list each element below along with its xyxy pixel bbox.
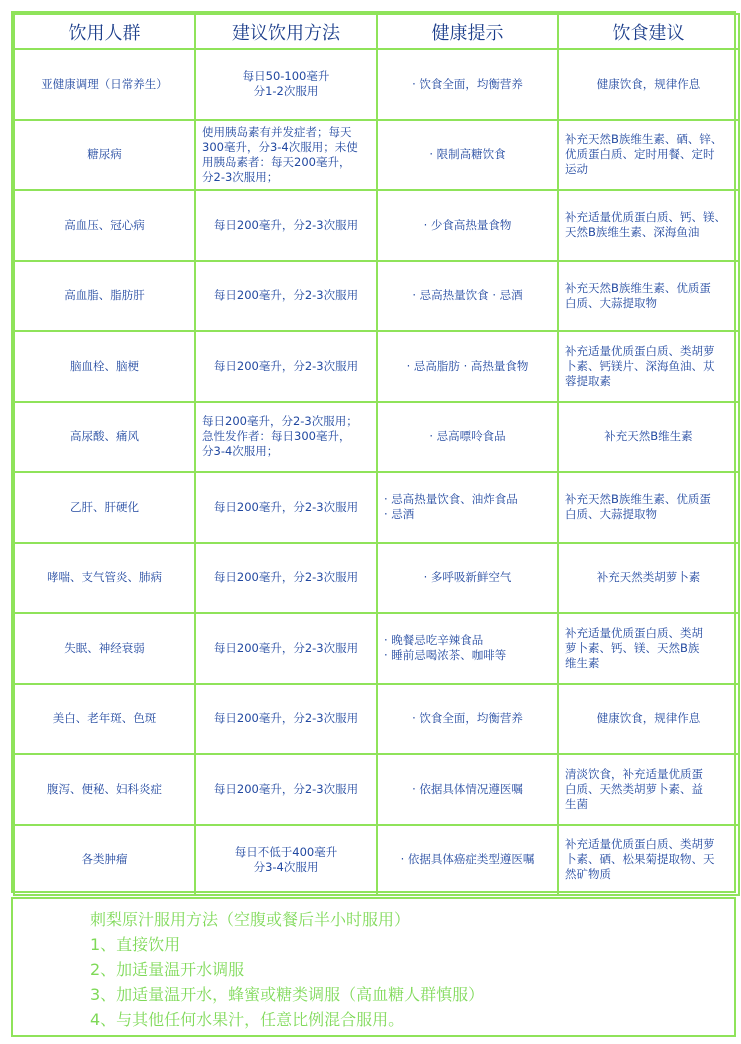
- cell-tip: [377, 472, 558, 543]
- cell-method-line: 每日200毫升，分2-3次服用: [213, 570, 359, 585]
- cell-diet-line: 补充适量优质蛋白质、类胡萝: [565, 837, 715, 852]
- cell-tip-line: · 少食高热量食物: [423, 217, 512, 232]
- cell-tip: [377, 190, 558, 261]
- cell-method: [195, 684, 377, 755]
- cell-diet-line: 维生素: [565, 655, 600, 670]
- cell-method-line: 每日200毫升，分2-3次服用；: [202, 414, 358, 429]
- cell-diet-line: 补充天然B族维生素、硒、锌、: [565, 132, 723, 147]
- cell-method-line: 每日200毫升，分2-3次服用: [213, 288, 359, 303]
- cell-diet: [558, 825, 739, 896]
- cell-diet-line: 卜素、硒、松果菊提取物、天: [565, 852, 715, 867]
- cell-diet-line: 健康饮食，规律作息: [596, 76, 701, 91]
- cell-diet: [558, 120, 739, 191]
- cell-tip: [377, 120, 558, 191]
- cell-method: [195, 402, 377, 473]
- table-row: [14, 261, 739, 332]
- cell-method-line: 每日200毫升，分2-3次服用: [213, 358, 359, 373]
- table-row: [14, 754, 739, 825]
- cell-tip-line: · 晚餐忌吃辛辣食品: [384, 633, 484, 648]
- header-group: 饮用人群: [14, 14, 195, 49]
- cell-tip-line: · 睡前忌喝浓茶、咖啡等: [384, 648, 507, 663]
- cell-method-line: 分1-2次服用: [253, 84, 319, 99]
- cell-tip-line: · 限制高糖饮食: [429, 147, 506, 162]
- cell-method: [195, 190, 377, 261]
- cell-group: 高血压、冠心病: [14, 190, 195, 261]
- cell-tip: [377, 543, 558, 614]
- cell-method: [195, 754, 377, 825]
- cell-diet-line: 补充天然B族维生素、优质蛋: [565, 492, 711, 507]
- table-row: [14, 684, 739, 755]
- cell-group: 各类肿瘤: [14, 825, 195, 896]
- cell-diet: [558, 190, 739, 261]
- cell-group: 高血脂、脂肪肝: [14, 261, 195, 332]
- cell-tip: [377, 613, 558, 684]
- cell-tip-line: · 忌酒: [384, 507, 415, 522]
- cell-group: 乙肝、肝硬化: [14, 472, 195, 543]
- cell-method-line: 分3-4次服用；: [202, 444, 279, 459]
- recommendation-table-container: [11, 11, 736, 893]
- table-row: [14, 402, 739, 473]
- cell-tip: [377, 754, 558, 825]
- cell-diet-line: 补充天然B维生素: [604, 429, 693, 444]
- cell-method-line: 分3-4次服用: [253, 859, 319, 874]
- cell-diet-line: 补充天然类胡萝卜素: [596, 570, 701, 585]
- cell-diet: [558, 543, 739, 614]
- cell-method: [195, 472, 377, 543]
- cell-method: [195, 49, 377, 120]
- table-row: [14, 543, 739, 614]
- cell-tip: [377, 49, 558, 120]
- cell-tip-line: · 依据具体癌症类型遵医嘱: [400, 852, 535, 867]
- cell-diet-line: 生菌: [565, 796, 588, 811]
- cell-method-line: 每日200毫升，分2-3次服用: [213, 499, 359, 514]
- header-tip: 健康提示: [377, 14, 558, 49]
- cell-tip-line: · 忌高脂肪 · 高热量食物: [406, 358, 529, 373]
- cell-diet-line: 健康饮食，规律作息: [596, 711, 701, 726]
- recommendation-table: [13, 13, 740, 896]
- cell-group: 哮喘、支气管炎、肺病: [14, 543, 195, 614]
- cell-method-line: 每日200毫升，分2-3次服用: [213, 640, 359, 655]
- cell-group: 腹泻、便秘、妇科炎症: [14, 754, 195, 825]
- usage-method-item: 1、直接饮用: [90, 935, 181, 954]
- cell-method-line: 每日不低于400毫升: [234, 844, 338, 859]
- usage-method-item: 4、与其他任何水果汁，任意比例混合服用。: [90, 1010, 405, 1029]
- cell-group: 脑血栓、脑梗: [14, 331, 195, 402]
- table-row: [14, 120, 739, 191]
- cell-diet-line: 优质蛋白质、定时用餐、定时: [565, 147, 715, 162]
- usage-method-item: 3、加适量温开水，蜂蜜或糖类调服（高血糖人群慎服）: [90, 985, 485, 1004]
- cell-method: [195, 120, 377, 191]
- cell-group: 失眠、神经衰弱: [14, 613, 195, 684]
- cell-tip: [377, 825, 558, 896]
- table-body: [14, 49, 739, 895]
- cell-tip-line: · 依据具体情况遵医嘱: [412, 781, 523, 796]
- cell-group: 亚健康调理（日常养生）: [14, 49, 195, 120]
- cell-method-line: 使用胰岛素有并发症者；每天: [202, 124, 352, 139]
- cell-method: [195, 825, 377, 896]
- cell-method-line: 分2-3次服用；: [202, 169, 279, 184]
- cell-diet-line: 清淡饮食，补充适量优质蛋: [565, 766, 703, 781]
- cell-diet-line: 天然B族维生素、深海鱼油: [565, 225, 700, 240]
- cell-diet-line: 蓉提取素: [565, 373, 611, 388]
- cell-diet-line: 白质、天然类胡萝卜素、益: [565, 781, 703, 796]
- table-row: [14, 613, 739, 684]
- cell-tip-line: · 忌高热量饮食、油炸食品: [384, 492, 518, 507]
- cell-method-line: 300毫升，分3-4次服用；未使: [202, 139, 358, 154]
- cell-group: 高尿酸、痛风: [14, 402, 195, 473]
- cell-tip-line: · 饮食全面，均衡营养: [412, 711, 523, 726]
- cell-method: [195, 331, 377, 402]
- cell-diet-line: 然矿物质: [565, 867, 611, 882]
- table-row: [14, 49, 739, 120]
- cell-diet: [558, 613, 739, 684]
- cell-method: [195, 543, 377, 614]
- cell-diet: [558, 472, 739, 543]
- cell-tip: [377, 684, 558, 755]
- cell-method-line: 每日200毫升，分2-3次服用: [213, 781, 359, 796]
- cell-method-line: 每日200毫升，分2-3次服用: [213, 217, 359, 232]
- cell-diet-line: 萝卜素、钙、镁、天然B族: [565, 640, 700, 655]
- cell-method-line: 每日50-100毫升: [242, 69, 330, 84]
- table-row: [14, 190, 739, 261]
- header-method: 建议饮用方法: [195, 14, 377, 49]
- table-row: [14, 825, 739, 896]
- cell-group: 美白、老年斑、色斑: [14, 684, 195, 755]
- usage-method-title: 刺梨原汁服用方法（空腹或餐后半小时服用）: [90, 910, 411, 929]
- cell-tip-line: · 忌高热量饮食 · 忌酒: [412, 288, 523, 303]
- cell-diet-line: 补充天然B族维生素、优质蛋: [565, 280, 711, 295]
- table-row: [14, 472, 739, 543]
- cell-diet: [558, 261, 739, 332]
- cell-group: 糖尿病: [14, 120, 195, 191]
- cell-diet-line: 运动: [565, 162, 588, 177]
- cell-tip: [377, 402, 558, 473]
- cell-diet-line: 补充适量优质蛋白质、类胡萝: [565, 343, 715, 358]
- usage-method-item: 2、加适量温开水调服: [90, 960, 245, 979]
- cell-tip-line: · 多呼吸新鲜空气: [423, 570, 512, 585]
- cell-method-line: 用胰岛素者：每天200毫升，: [202, 154, 351, 169]
- cell-tip-line: · 饮食全面，均衡营养: [412, 76, 523, 91]
- table-header-row: [14, 14, 739, 49]
- header-diet: 饮食建议: [558, 14, 739, 49]
- cell-tip-line: · 忌高嘌呤食品: [429, 429, 506, 444]
- cell-diet: [558, 402, 739, 473]
- cell-diet-line: 卜素、钙镁片、深海鱼油、苁: [565, 358, 715, 373]
- cell-tip: [377, 261, 558, 332]
- cell-method-line: 急性发作者：每日300毫升，: [202, 429, 351, 444]
- cell-method: [195, 613, 377, 684]
- cell-diet-line: 白质、大蒜提取物: [565, 507, 657, 522]
- cell-diet-line: 补充适量优质蛋白质、钙、镁、: [565, 210, 726, 225]
- cell-diet: [558, 684, 739, 755]
- cell-diet: [558, 754, 739, 825]
- cell-method: [195, 261, 377, 332]
- table-row: [14, 331, 739, 402]
- cell-diet-line: 补充适量优质蛋白质、类胡: [565, 625, 703, 640]
- cell-diet: [558, 331, 739, 402]
- cell-method-line: 每日200毫升，分2-3次服用: [213, 711, 359, 726]
- cell-diet-line: 白质、大蒜提取物: [565, 295, 657, 310]
- cell-diet: [558, 49, 739, 120]
- cell-tip: [377, 331, 558, 402]
- usage-method-box: [11, 897, 736, 1037]
